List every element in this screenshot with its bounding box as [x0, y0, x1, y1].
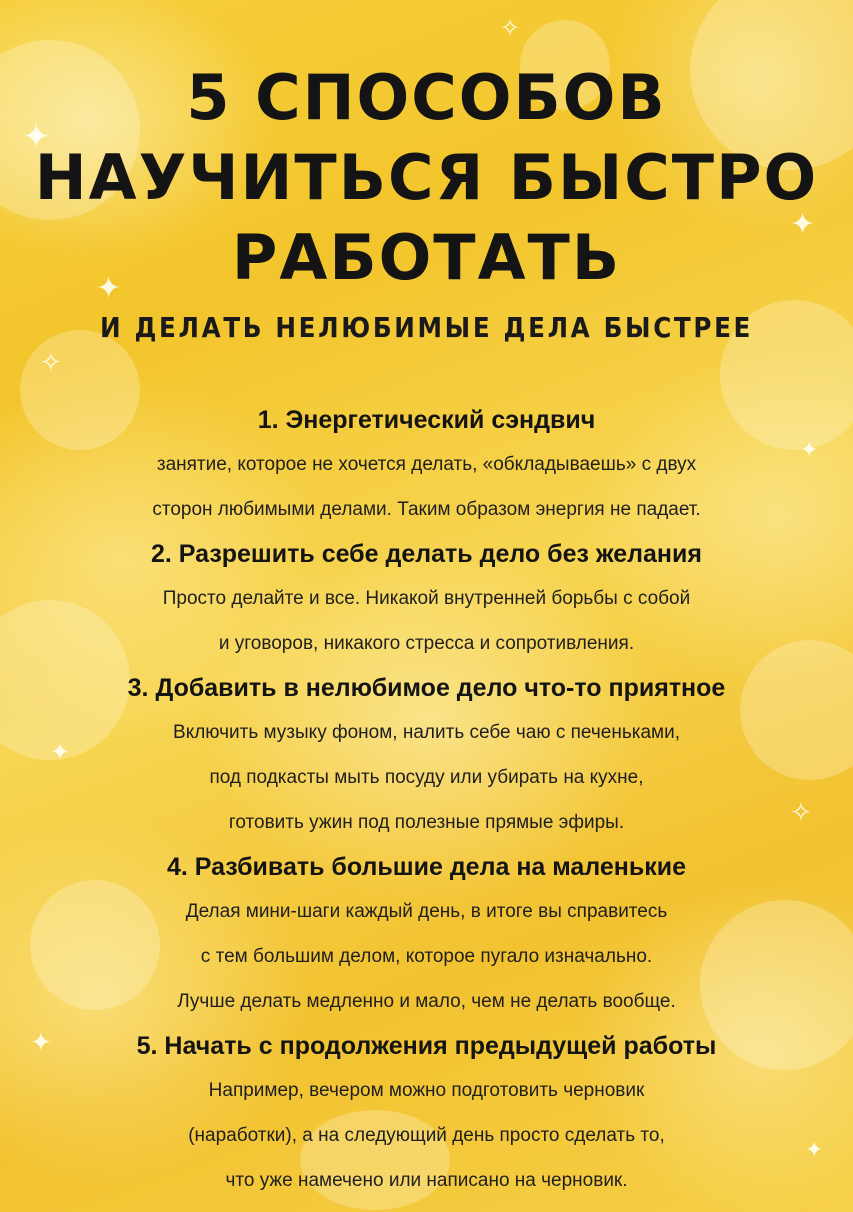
tip-item [0, 398, 853, 532]
title-line: РАБОТАТЬ [231, 221, 622, 294]
tip-heading: 3. Добавить в нелюбимое дело что-то приятное [127, 674, 726, 702]
tip-item [0, 532, 853, 666]
tip-heading: 5. Начать с продолжения предыдущей работы [136, 1032, 717, 1060]
sparkle-icon: ✦ [22, 117, 51, 157]
sparkle-icon: ✧ [40, 348, 62, 378]
sparkle-icon: ✦ [96, 271, 122, 306]
tip-heading: 1. Энергетический сэндвич [257, 406, 596, 434]
tip-text-line: готовить ужин под полезные прямые эфиры. [228, 812, 625, 833]
tip-text-line: (наработки), а на следующий день просто сделать то, [188, 1125, 665, 1146]
poster-title [0, 0, 853, 298]
poster-subtitle: И ДЕЛАТЬ НЕЛЮБИМЫЕ ДЕЛА БЫСТРЕЕ [99, 311, 754, 344]
tip-text-line: Просто делайте и все. Никакой внутренней борьбы с собой [162, 588, 691, 609]
sparkle-icon: ✦ [805, 1138, 824, 1163]
sparkle-icon: ✦ [30, 1028, 52, 1058]
title-line: НАУЧИТЬСЯ БЫСТРО [34, 141, 819, 214]
sparkle-icon: ✦ [50, 738, 71, 766]
tip-text-line: что уже намечено или написано на черновик. [225, 1170, 628, 1191]
tip-item [0, 666, 853, 845]
tip-text-line: занятие, которое не хочется делать, «обкладываешь» с двух [156, 454, 697, 475]
tip-item [0, 1024, 853, 1203]
tips-list [0, 398, 853, 1203]
tip-text-line: Включить музыку фоном, налить себе чаю с печеньками, [173, 722, 680, 743]
tip-text-line: с тем большим делом, которое пугало изначально. [200, 946, 653, 967]
title-line: 5 СПОСОБОВ [186, 61, 667, 134]
tip-text-line: Делая мини-шаги каждый день, в итоге вы справитесь [185, 901, 668, 922]
sparkle-icon: ✧ [790, 798, 812, 828]
sparkle-icon: ✧ [500, 14, 521, 42]
tip-text-line: Например, вечером можно подготовить черновик [208, 1080, 645, 1101]
tip-text-line: Лучше делать медленно и мало, чем не делать вообще. [177, 991, 676, 1012]
sparkle-icon: ✦ [790, 207, 816, 242]
tip-heading: 4. Разбивать большие дела на маленькие [166, 853, 687, 881]
tip-item [0, 845, 853, 1024]
tip-text-line: под подкасты мыть посуду или убирать на кухне, [209, 767, 644, 788]
sparkle-icon: ✦ [800, 438, 819, 463]
tip-heading: 2. Разрешить себе делать дело без желания [150, 540, 702, 568]
tip-text-line: и уговоров, никакого стресса и сопротивления. [218, 633, 635, 654]
tip-text-line: сторон любимыми делами. Таким образом энергия не падает. [152, 499, 701, 520]
